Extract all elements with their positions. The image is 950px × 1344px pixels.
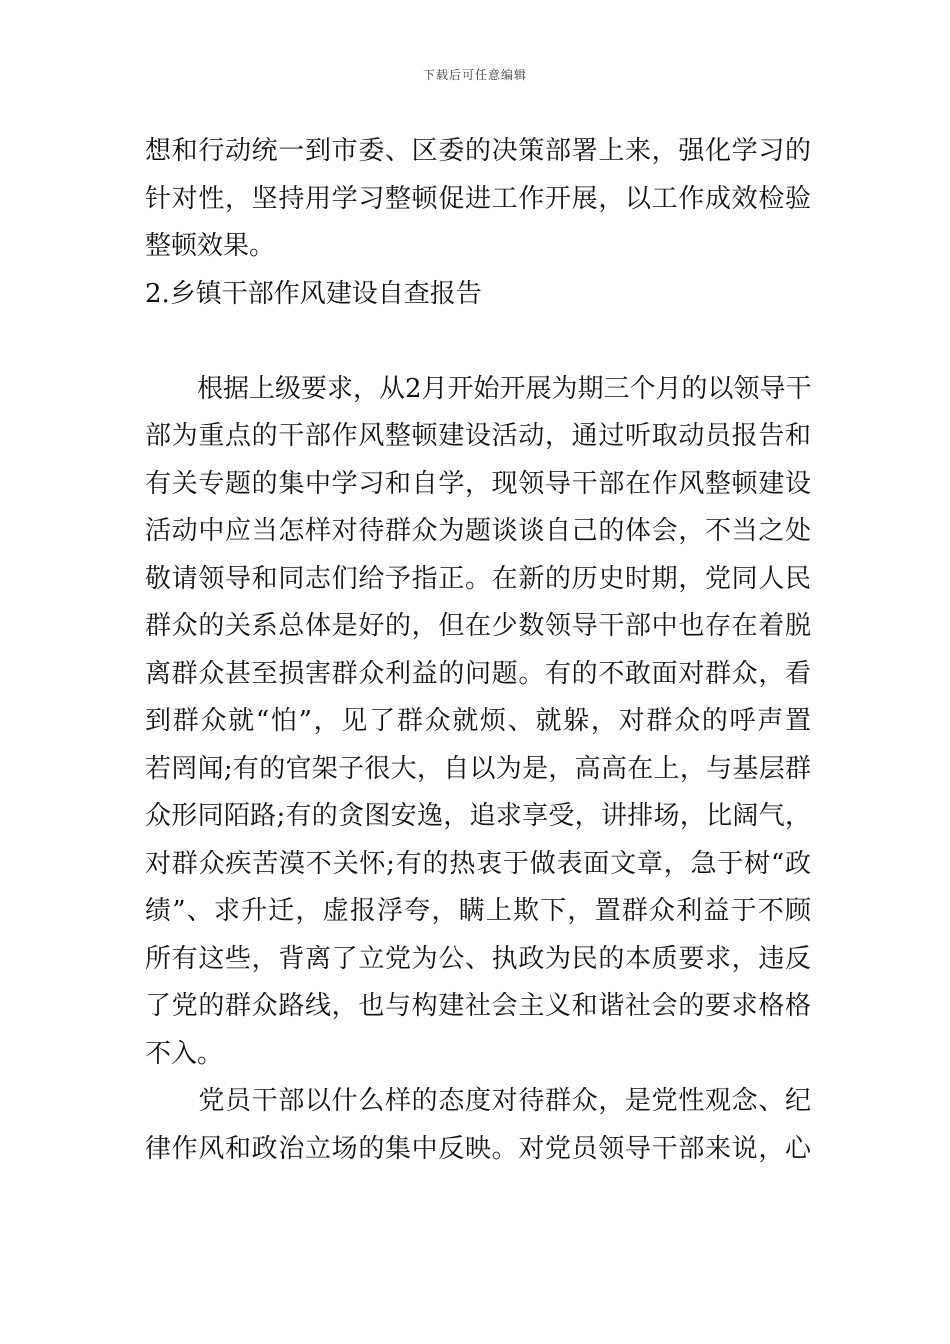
blank-line [145, 318, 811, 366]
text-line: 所有这些，背离了立党为公、执政为民的本质要求，违反 [145, 943, 811, 974]
text-line: 党员干部以什么样的态度对待群众，是党性观念、纪 [145, 1086, 811, 1116]
text-line: 众形同陌路;有的贪图安逸，追求享受，讲排场，比阔气， [145, 801, 811, 831]
text-line: 群众的关系总体是好的，但在少数领导干部中也存在着脱 [145, 611, 811, 641]
text-line: 根据上级要求，从2月开始开展为期三个月的以领导干 [145, 373, 812, 404]
text-line: 若罔闻;有的官架子很大，自以为是，高高在上，与基层群 [145, 753, 811, 784]
text-line: 敬请领导和同志们给予指正。在新的历史时期，党同人民 [145, 563, 811, 594]
text-line: 不入。 [145, 1038, 224, 1069]
document-body [145, 128, 811, 1173]
text-line: 对群众疾苦漠不关怀;有的热衷于做表面文章，急于树“政 [145, 848, 811, 879]
text-line: 到群众就“怕”，见了群众就烦、就躲，对群众的呼声置 [145, 706, 811, 736]
text-line: 活动中应当怎样对待群众为题谈谈自己的体会，不当之处 [145, 516, 811, 546]
text-line: 部为重点的干部作风整顿建设活动，通过听取动员报告和 [145, 421, 811, 451]
text-line: 律作风和政治立场的集中反映。对党员领导干部来说，心 [145, 1133, 811, 1164]
text-line: 有关专题的集中学习和自学，现领导干部在作风整顿建设 [145, 468, 811, 499]
text-line: 针对性，坚持用学习整顿促进工作开展，以工作成效检验 [145, 183, 811, 214]
text-line: 了党的群众路线，也与构建社会主义和谐社会的要求格格 [145, 991, 811, 1021]
text-line: 离群众甚至损害群众利益的问题。有的不敢面对群众，看 [145, 658, 811, 689]
text-line: 想和行动统一到市委、区委的决策部署上来，强化学习的 [145, 136, 811, 166]
text-line: 2.乡镇干部作风建设自查报告 [145, 278, 482, 309]
text-line: 整顿效果。 [145, 231, 276, 261]
page-header: 下载后可任意编辑 [422, 68, 527, 82]
text-line: 绩”、求升迁，虚报浮夸，瞒上欺下，置群众利益于不顾 [145, 896, 811, 926]
